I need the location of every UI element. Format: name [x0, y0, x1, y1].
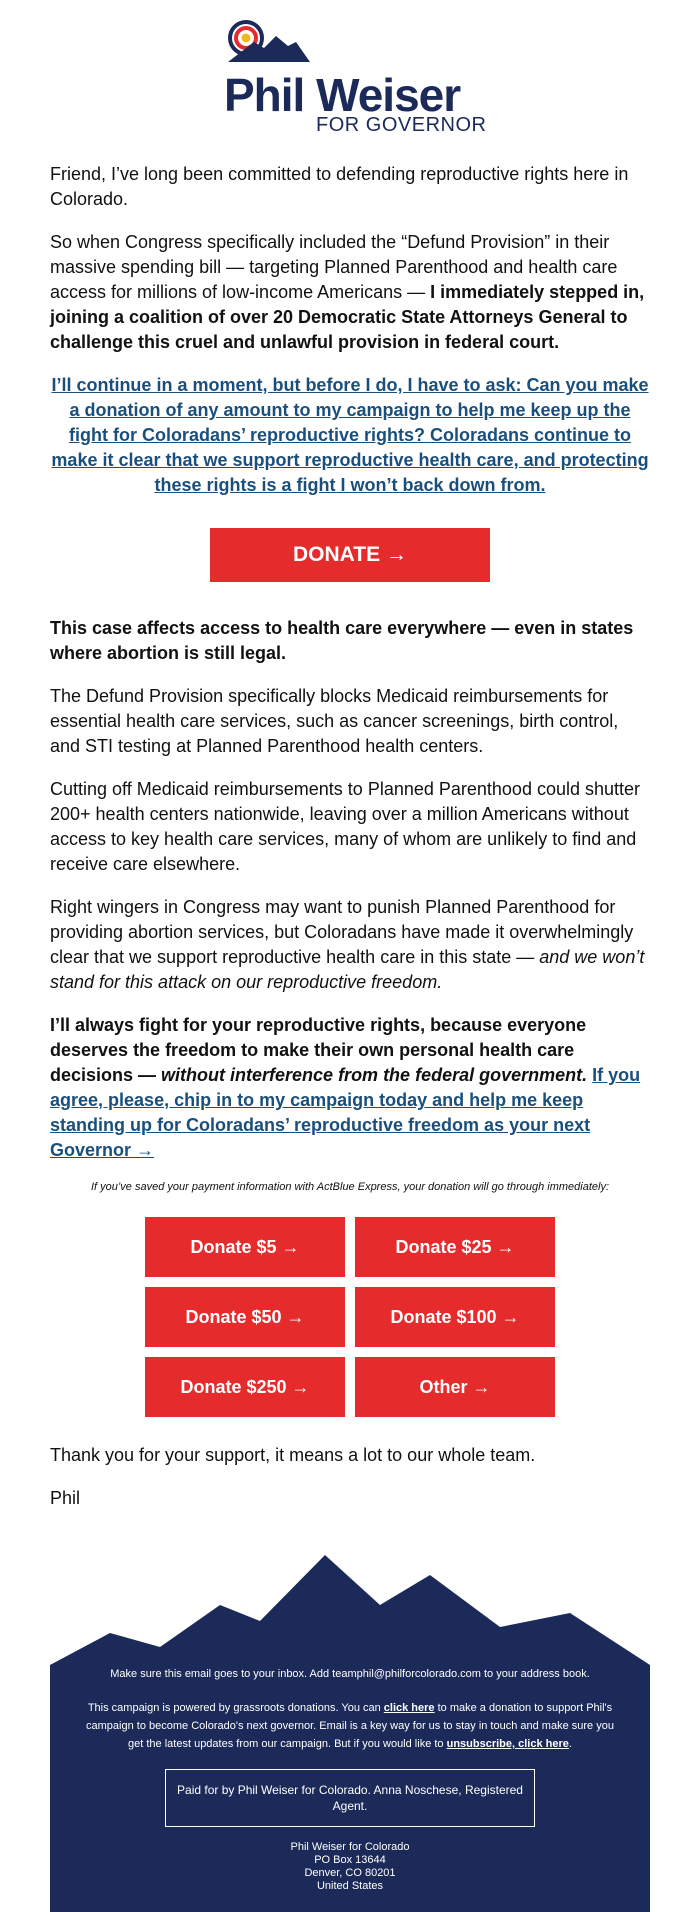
fight-paragraph — [50, 1013, 650, 1163]
campaign-logo — [220, 16, 487, 136]
fight-italic: without interference from the federal government. — [161, 1065, 588, 1085]
footer — [50, 1555, 650, 1912]
access-paragraph: This case affects access to health care everywhere — even in states where abortion is still legal. — [50, 618, 634, 663]
address-org: Phil Weiser for Colorado — [290, 1841, 410, 1853]
defund-paragraph — [50, 230, 650, 355]
grassroots-note — [80, 1699, 620, 1753]
donate-5-button[interactable]: Donate $5 → — [145, 1217, 345, 1277]
fight-text: I’ll always fight for your reproductive rights, because everyone deserves the freedom to make their own personal health care decisions — — [50, 1015, 587, 1085]
right-wingers-italic: and we won’t stand for this attack on our reproductive freedom. — [50, 947, 645, 992]
donation-amount-grid — [145, 1217, 555, 1417]
grassroots-text-a: This campaign is powered by grassroots donations. You can — [87, 1702, 384, 1714]
grassroots-text-b: to make a donation to support Phil's campaign to become Colorado's next governor. Email is a key way for us to stay in touch and make sure you get the latest updates from our campaign. But if you would like to — [86, 1702, 614, 1750]
chip-in-link[interactable]: If you agree, please, chip in to my campaign today and help me keep standing up for Coloradans’ reproductive freedom as your next Governor → — [50, 1065, 641, 1160]
thanks-paragraph: Thank you for your support, it means a lot to our whole team. — [50, 1445, 536, 1465]
donate-25-button[interactable]: Donate $25 → — [355, 1217, 555, 1277]
actblue-express-note: If you’ve saved your payment information with ActBlue Express, your donation will go through immediately: — [90, 1181, 610, 1193]
right-wingers-paragraph — [50, 895, 650, 995]
health-centers-paragraph: Cutting off Medicaid reimbursements to Planned Parenthood could shutter 200+ health centers nationwide, leaving over a million Americans without access to key health care services, many of whom are unlikely to find and receive care elsewhere. — [50, 779, 641, 874]
donate-100-button[interactable]: Donate $100 → — [355, 1287, 555, 1347]
medicaid-paragraph: The Defund Provision specifically blocks Medicaid reimbursements for essential health care services, such as cancer screenings, birth control, and STI testing at Planned Parenthood health centers. — [50, 686, 619, 756]
grassroots-text-c: . — [568, 1738, 572, 1750]
footer-content — [50, 1665, 650, 1893]
intro-paragraph: Friend, I’ve long been committed to defending reproductive rights here in Colorado. — [50, 164, 629, 209]
unsubscribe-link[interactable]: unsubscribe, click here — [446, 1738, 569, 1750]
mountain-logo-icon — [224, 16, 314, 66]
address-po-box: PO Box 13644 — [314, 1854, 386, 1866]
right-wingers-text: Right wingers in Congress may want to punish Planned Parenthood for providing abortion services, but Coloradans have made it overwhelmingly clear that we support reproductive health care in this state — — [50, 897, 634, 967]
logo-subtitle: FOR GOVERNOR — [316, 114, 487, 136]
logo-name: Phil Weiser — [224, 69, 461, 121]
donate-other-button[interactable]: Other → — [355, 1357, 555, 1417]
address-country: United States — [316, 1880, 384, 1892]
donate-50-button[interactable]: Donate $50 → — [145, 1287, 345, 1347]
defund-bold-text: I immediately stepped in, joining a coalition of over 20 Democratic State Attorneys General to challenge this cruel and unlawful provision in federal court. — [50, 282, 645, 352]
email-body — [50, 162, 650, 1529]
address-city: Denver, CO 80201 — [304, 1867, 396, 1879]
click-here-link[interactable]: click here — [383, 1702, 435, 1714]
signoff: Phil — [50, 1488, 81, 1508]
donate-250-button[interactable]: Donate $250 → — [145, 1357, 345, 1417]
donate-button[interactable]: DONATE → — [210, 528, 490, 582]
mailing-address — [80, 1841, 620, 1893]
donation-ask-link[interactable]: I’ll continue in a moment, but before I do, I have to ask: Can you make a donation of any amount to my campaign to help me keep up the fight for Coloradans’ reproductive rights? Coloradans continue to make it clear that we support reproductive health care, and protecting these rights is a fight I won’t back down from. — [51, 375, 649, 495]
defund-text: So when Congress specifically included the “Defund Provision” in their massive spending bill — targeting Planned Parenthood and health care access for millions of low-income Americans — — [50, 232, 618, 302]
paid-for-box: Paid for by Phil Weiser for Colorado. Anna Noschese, Registered Agent. — [165, 1769, 535, 1827]
inbox-note: Make sure this email goes to your inbox. Add teamphil@philforcolorado.com to your address book. — [110, 1668, 590, 1680]
